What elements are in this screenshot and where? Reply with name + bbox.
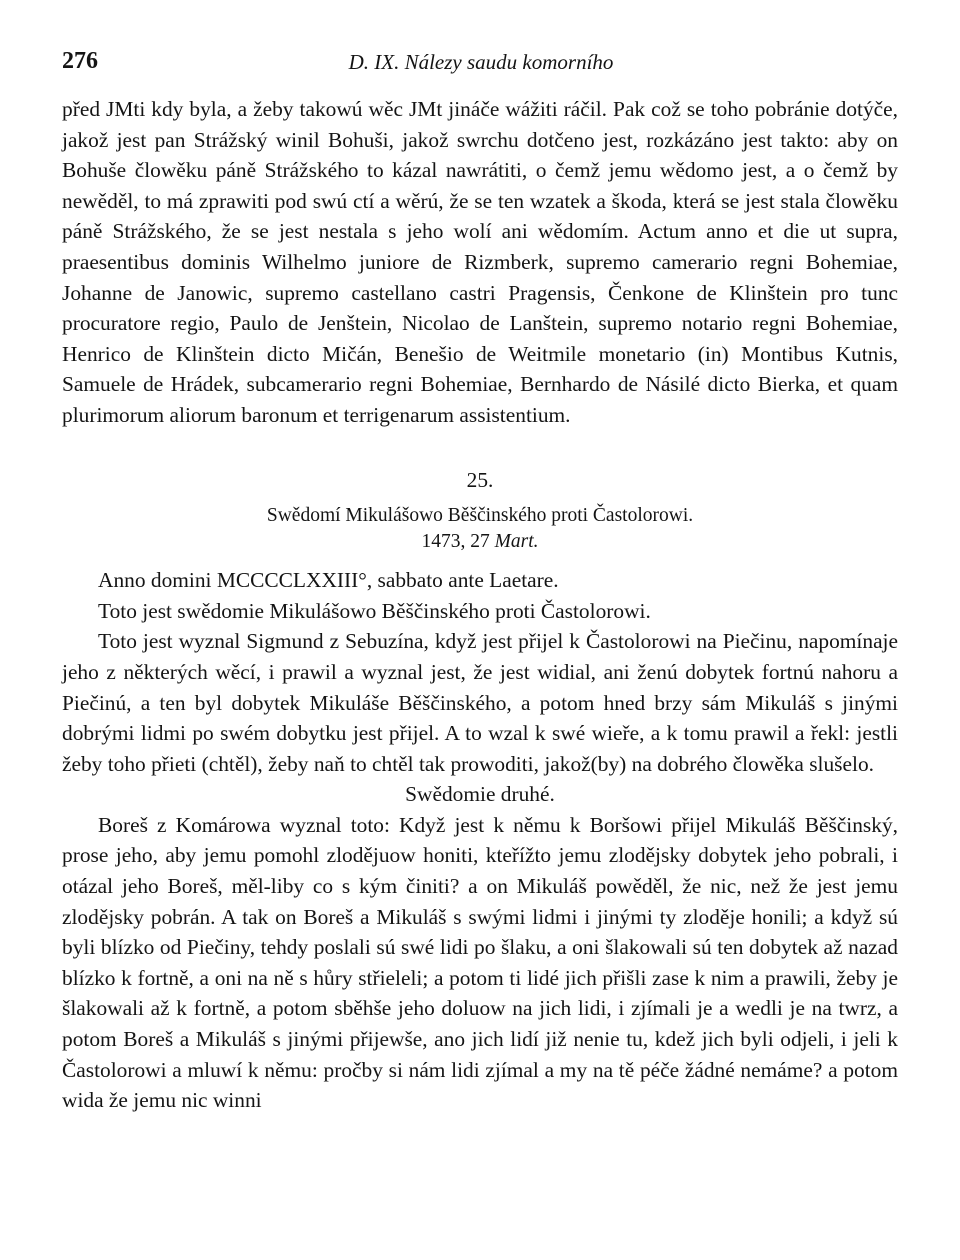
page-number: 276 <box>62 48 98 74</box>
paragraph-first-testimony: Toto jest wyznal Sigmund z Sebuzína, když jest přijel k Častolorowi na Piečinu, napomínaje jeho z některých wěcí, i prawil a wyznal jest, že jest widial, ani ženú dobytek fortnú nahoru a Piečinú, a ten byl dobytek Mikuláše Běščinského, a potom hned brzy sám Mikuláš s jinými dobrými lidmi po swém dobytku jest přijel. A to wzal k swé wieře, a k tomu prawil a řekl: jestli žeby toho přieti (chtěl), žeby naň to chtěl tak prowoditi, jakož(by) na dobrého člowěka slušelo. <box>62 629 898 776</box>
paragraph-intro: Toto jest swědomie Mikulášowo Běščinského proti Častolorowi. <box>98 598 651 623</box>
document-number: 25. <box>466 467 494 492</box>
document-date-month: Mart. <box>494 531 539 553</box>
page-body <box>62 94 898 1116</box>
paragraph-date-line: Anno domini MCCCCLXXIII°, sabbato ante Laetare. <box>98 568 559 593</box>
document-date-year: 1473, 27 <box>421 531 490 553</box>
document-date <box>62 529 898 555</box>
running-title: D. IX. Nálezy saudu komorního <box>348 50 614 74</box>
section-subheading: Swědomie druhé. <box>405 782 555 807</box>
paragraph-second-testimony: Boreš z Komárowa wyznal toto: Když jest k němu k Boršowi přijel Mikuláš Běščinský, prose jeho, aby jemu pomohl zlodějuow honiti, kteřížto jemu zlodějsky dobytek jeho pobrali, i otázal jeho Boreš, měl-liby co s kým činiti? a on Mikuláš powěděl, že nic, než že jest jemu zlodějsky pobrán. A tak on Boreš a Mikuláš s swými lidmi i jinými ty zloděje honili; a když sú byli blízko od Piečiny, tehdy poslali sú swé lidi po šlaku, a oni šlakowali sú ten dobytek až nazad blízko k fortně, a oni na ně s hůry střieleli; a potom ti lidé jich přišli zase k nim a prawili, žeby je šlakowali až k fortně, a potom sběhše jeho doluow na jich lidi, i zjímali je a wedli je na twrz, a potom Boreš a Mikuláš s jinými přijewše, ano jich lidí již nenie tu, kdež jich byli odjeli, i jeli k Častolorowi a mluwí k němu: pročby si nám lidi zjímal a my na tě péče žádné nemáme? a potom wida že jemu nic winni <box>62 812 898 1113</box>
page-header <box>62 48 900 80</box>
paragraph-continued: před JMti kdy byla, a žeby takowú wěc JMt jináče wážiti ráčil. Pak což se toho pobránie dotýče, jakož jest pan Strážský winil Bohuši, jakož swrchu dotčeno jest, rozkázáno jest takto: aby on Bohuše člowěku páně Strážského to kázal nawrátiti, o čemž jemu wědomo jest, a o čemž by newěděl, to má zprawiti pod swú ctí a wěrú, že se ten wzatek a škoda, která se jest stala člowěku páně Strážského, že se jest nestala s jeho wolí ani wědomím. Actum anno et die ut supra, praesentibus dominis Wilhelmo juniore de Rizmberk, supremo camerario regni Bohemiae, Johanne de Janowic, supremo castellano castri Pragensis, Čenkone de Klinštein pro tunc procuratore regio, Paulo de Jenštein, Nicolao de Lanštein, supremo notario regni Bohemiae, Henrico de Klinštein dicto Mičán, Benešio de Weitmile monetario (in) Montibus Kutnis, Samuele de Hrádek, subcamerario regni Bohemiae, Bernhardo de Násilé dicto Bierka, et quam plurimorum aliorum baronum et terrigenarum assistentium. <box>62 97 898 427</box>
document-title: Swědomí Mikulášowo Běščinského proti Častolorowi. <box>266 505 694 527</box>
